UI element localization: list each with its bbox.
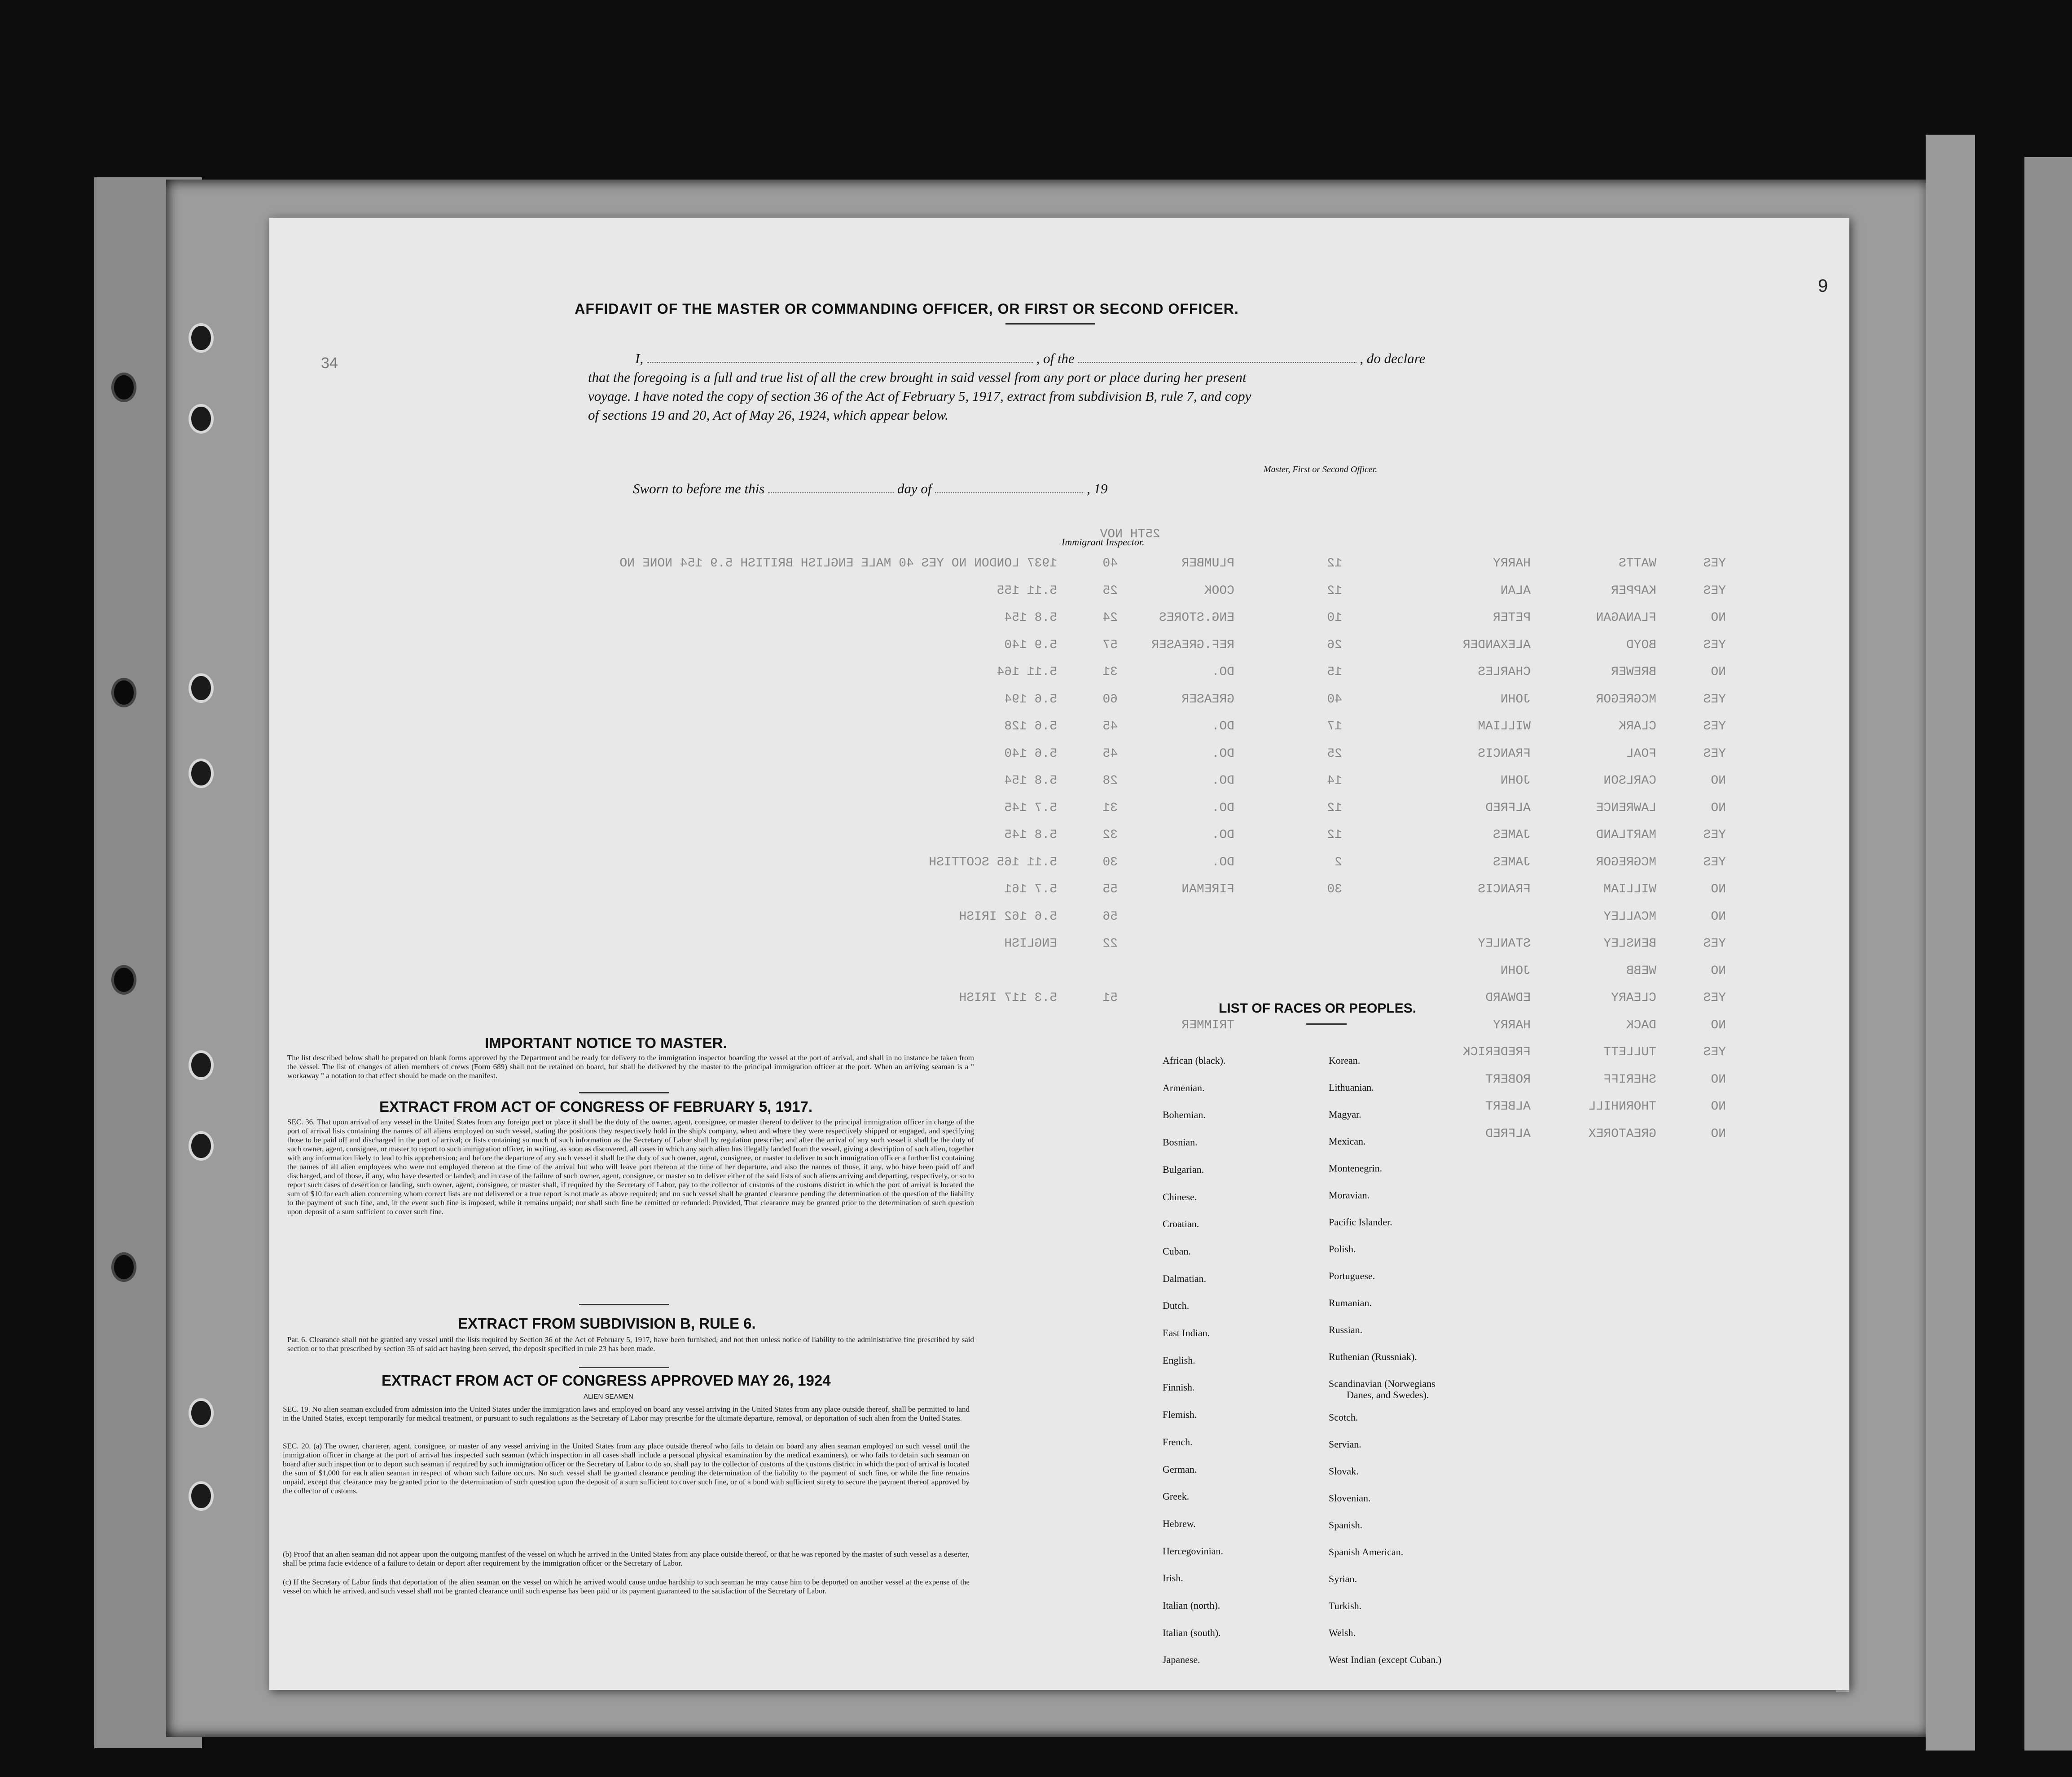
bleed-given-cell: STANLEY [1478,937,1531,951]
races-rule [1306,1023,1347,1025]
race-item: Spanish American. [1329,1546,1404,1558]
race-item: Magyar. [1329,1109,1361,1120]
bleed-surname-cell: BENSLEY [1603,937,1656,951]
bleed-extra-cell: 5.9 140 [1004,638,1057,652]
inspector-caption: Immigrant Inspector. [1062,536,1145,548]
bleed-surname-cell: SHERIFF [1603,1072,1656,1087]
bleed-extra-cell: 5.7 145 [1004,801,1057,815]
extract-1917-title: EXTRACT FROM ACT OF CONGRESS OF FEBRUARY 5, 1917. [379,1098,813,1115]
bleed-crew-row [269,856,1849,873]
bleed-answer-cell: NO [1711,909,1726,924]
affidavit-title: AFFIDAVIT OF THE MASTER OR COMMANDING OFFICER, OR FIRST OR SECOND OFFICER. [575,301,1239,317]
binder-hole-icon [189,1050,214,1080]
sworn-label: Sworn to before me this [633,481,765,496]
bleed-surname-cell: BOYD [1626,638,1656,652]
race-item: German. [1163,1463,1197,1475]
background-strip-right [1926,135,1975,1751]
bleed-given-cell: WILLIAM [1478,720,1531,733]
bleed-answer-cell: NO [1711,1100,1726,1114]
bleed-given-cell: FRANCIS [1478,746,1531,761]
bleed-crew-row [269,747,1849,765]
race-item: Hebrew. [1163,1518,1196,1529]
bleed-years-cell: 12 [1327,584,1342,598]
race-item: Bulgarian. [1163,1163,1204,1175]
bleed-crew-row [269,693,1849,711]
bleed-given-cell: FREDERICK [1462,1045,1531,1059]
race-item: French. [1163,1436,1193,1448]
extract-1917-rule [579,1304,669,1305]
binder-hole-icon [189,323,214,353]
race-item: Welsh. [1329,1627,1356,1638]
bleed-answer-cell: YES [1703,746,1726,761]
race-item: Italian (north). [1163,1600,1220,1611]
bleed-given-cell: ALFRED [1485,801,1531,815]
bleed-given-cell: ALFRED [1485,1127,1531,1141]
race-item: Pacific Islander. [1329,1216,1392,1228]
margin-mark-top-right: 9 [1818,276,1828,296]
bleed-years-cell: 2 [1335,855,1342,869]
binder-hole-icon [189,1481,214,1511]
bleed-surname-cell: TULLETT [1603,1045,1656,1059]
bleed-crew-row [269,720,1849,737]
bleed-rating-cell: DO. [1212,828,1234,842]
bleed-rating-cell: REF.GREASER [1151,638,1234,652]
bleed-answer-cell: NO [1711,774,1726,788]
race-item: Bohemian. [1163,1109,1206,1121]
bleed-rating-cell: DO. [1212,855,1234,869]
bleed-given-cell: JAMES [1493,855,1531,869]
bleed-extra-cell: ENGLISH [1004,937,1057,951]
bleed-years-cell: 15 [1327,665,1342,679]
background-strip-far-right [2024,157,2072,1751]
bleed-surname-cell: WEBB [1626,964,1656,978]
bleed-answer-cell: YES [1703,557,1726,570]
binder-hole-icon [111,373,136,402]
race-item: Italian (south). [1163,1627,1221,1638]
extract-1924-sec19: SEC. 19. No alien seaman excluded from admission into the United States under the immigration laws and employed on board any vessel arriving in the United States from any place outside thereof, shall be permitted to land in the United States, except temporarily for medical treatment, or pursuant to such regulations as the Secretary of Labor may prescribe for the ultimate departure, removal, or deportation of such alien from the United States. [283,1405,970,1422]
race-item: Polish. [1329,1243,1356,1255]
extract-1917-body: SEC. 36. That upon arrival of any vessel in the United States from any foreign port or place it shall be the duty of the owner, agent, consignee, or master thereof to deliver to the principal immigration officer in charge of the port of arrival lists containing the names of all aliens employed on such vessel, stating the positions they respectively hold in the ship's company, when and where they were respectively shipped or engaged, and specifying those to be paid off and discharged in the port of arrival; or lists containing so much of such information as the Secretary of Labor shall by regulation prescribe; and after the arrival of any such vessel it shall be the duty of such owner, agent, consignee, or master to report to such immigration officer, in writing, as soon as discovered, all cases in which any such alien has illegally landed from the vessel, giving a description of such alien, together with any information likely to lead to his apprehension; and before the departure of any such vessel it shall be the duty of such owner, agent, consignee, or master to deliver to such immigration officer a further list containing the names of all alien employees who were not employed thereon at the time of the arrival but who will leave port thereon at the time of her departure, and also the names of those, if any, who have been paid off and discharged, and of those, if any, who have deserted or landed; and in case of the failure of such owner, agent, consignee, or master so to deliver either of the said lists of such aliens arriving and departing, respectively, or so to report such cases of desertion or landing, such owner, agent, consignee, or master shall, if required by the Secretary of Labor, pay to the collector of customs of the customs district in which the port of arrival is located the sum of $10 for each alien concerning whom correct lists are not delivered or a true report is not made as above required; and no such vessel shall be granted clearance pending the determination of the question of the liability to the payment of such fine, and, in the event such fine is imposed, while it remains unpaid; nor shall such fine be remitted or refunded: Provided, That clearance may be granted prior to the determination of such question upon deposit of a sum sufficient to cover such fine. [287,1118,974,1216]
bleed-answer-cell: YES [1703,1045,1726,1059]
bleed-answer-cell: NO [1711,665,1726,679]
sworn-day-of-label: day of [897,481,932,496]
bleed-crew-row [269,638,1849,656]
crew-list-page [269,218,1849,1690]
bleed-surname-cell: THORNHILL [1588,1100,1656,1114]
race-item: Scandinavian (Norwegians [1329,1378,1435,1389]
race-item: Cuban. [1163,1245,1191,1257]
race-item: Flemish. [1163,1409,1197,1421]
race-item: Slovak. [1329,1465,1359,1477]
bleed-extra-cell: 5.7 161 [1004,882,1057,896]
affidavit-line-1 [635,351,1425,367]
binder-hole-icon [189,1398,214,1428]
race-item: Spanish. [1329,1519,1363,1531]
bleed-crew-row [269,910,1849,928]
bleed-surname-cell: FOAL [1626,746,1656,761]
bleed-crew-row [269,557,1849,575]
bleed-surname-cell: WATTS [1618,557,1656,570]
extract-1924-subtitle: ALIEN SEAMEN [584,1393,633,1400]
bleed-years-cell: 12 [1327,557,1342,570]
bleed-date-stamp: 25TH NOV [1100,527,1160,541]
bleed-years-cell: 12 [1327,828,1342,842]
bleed-years-cell: 25 [1327,746,1342,761]
bleed-age-cell: 55 [1102,882,1118,896]
bleed-answer-cell: NO [1711,964,1726,978]
bleed-surname-cell: DACK [1626,1018,1656,1032]
race-item: Japanese. [1163,1654,1200,1666]
bleed-surname-cell: LAWRENCE [1596,801,1656,815]
bleed-age-cell: 28 [1102,774,1118,788]
sworn-year-label: , 19 [1086,481,1108,496]
bleed-answer-cell: NO [1711,1127,1726,1141]
bleed-rating-cell: DO. [1212,746,1234,761]
bleed-rating-cell: DO. [1212,720,1234,733]
sworn-line [633,481,1107,497]
bleed-given-cell: FRANCIS [1478,882,1531,896]
bleed-extra-cell: 5.8 145 [1004,828,1057,842]
bleed-surname-cell: MARTLAND [1596,828,1656,842]
extract-1924-sec20: SEC. 20. (a) The owner, charterer, agent, consignee, or master of any vessel arriving in the United States from any place outside thereof who fails to detain on board any alien seaman employed on such vessel until the immigration officer in charge at the port of arrival has inspected such seaman (which inspection in all cases shall include a personal physical examination by the medical examiners), or who fails to detain such seaman on board after such inspection or to deport such seaman if required by such immigration officer or the Secretary of Labor to do so, shall pay to the collector of customs of the customs district in which the port of arrival is located the sum of $1,000 for each alien seaman in respect of whom such failure occurs. No such vessel shall be granted clearance pending the determination of the liability to the payment of such fine, or while the fine remains unpaid, except that clearance may be granted prior to the determination of such question upon the deposit of a sum sufficient to cover such fine, or of a bond with sufficient surety to secure the payment thereof approved by the collector of customs. [283,1442,970,1495]
bleed-rating-cell: DO. [1212,801,1234,815]
binder-hole-icon [189,1131,214,1161]
bleed-given-cell: EDWARD [1485,991,1531,1005]
binder-hole-icon [111,678,136,707]
race-item: African (black). [1163,1055,1226,1066]
margin-mark-left: 34 [321,355,338,372]
bleed-years-cell: 40 [1327,692,1342,706]
bleed-surname-cell: CLARK [1618,720,1656,733]
race-item: English. [1163,1354,1195,1366]
affidavit-i-label: I, [635,351,644,366]
bleed-surname-cell: KAPPER [1611,584,1656,598]
bleed-age-cell: 45 [1102,720,1118,733]
bleed-rating-cell: COOK [1204,584,1234,598]
bleed-years-cell: 17 [1327,720,1342,733]
race-item: Rumanian. [1329,1297,1372,1308]
sworn-day-field[interactable] [768,492,894,493]
bleed-age-cell: 24 [1102,611,1118,625]
bleed-crew-row [269,991,1849,1009]
race-item: Slovenian. [1329,1492,1371,1504]
bleed-given-cell: CHARLES [1478,665,1531,679]
bleed-extra-cell: 5.11 164 [996,665,1057,679]
race-item: Montenegrin. [1329,1163,1383,1174]
bleed-surname-cell: MCALLEY [1603,909,1656,924]
bleed-crew-row [269,665,1849,683]
bleed-answer-cell: NO [1711,882,1726,896]
bleed-extra-cell: 5.6 194 [1004,692,1057,706]
bleed-answer-cell: YES [1703,937,1726,951]
bleed-extra-cell: 5.8 154 [1004,774,1057,788]
bleed-surname-cell: BREWER [1611,665,1656,679]
bleed-rating-cell: ENG.STORES [1159,611,1234,625]
bleed-crew-row [269,584,1849,602]
race-item: Croatian. [1163,1218,1199,1230]
bleed-given-cell: JOHN [1500,692,1531,706]
bleed-years-cell: 10 [1327,611,1342,625]
binder-hole-icon [111,965,136,995]
race-item: Chinese. [1163,1191,1197,1202]
bleed-given-cell: HARRY [1493,1018,1531,1032]
notice-title: IMPORTANT NOTICE TO MASTER. [485,1035,727,1051]
signature-caption: Master, First or Second Officer. [1264,465,1378,474]
extract-rule6-title: EXTRACT FROM SUBDIVISION B, RULE 6. [458,1315,756,1332]
bleed-surname-cell: GREATOREX [1588,1127,1656,1141]
affidavit-of-the-label: , of the [1036,351,1075,366]
bleed-given-cell: JOHN [1500,774,1531,788]
binder-hole-icon [189,673,214,703]
bleed-given-cell: JOHN [1500,964,1531,978]
bleed-answer-cell: YES [1703,638,1726,652]
bleed-age-cell: 56 [1102,909,1118,924]
bleed-given-cell: HARRY [1493,557,1531,570]
extract-1924-c: (c) If the Secretary of Labor finds that deportation of the alien seaman on the vessel on which he arrived would cause undue hardship to such seaman he may cause him to be deported on another vessel at the expense of the vessel on which he arrived, and such vessel shall not be granted clearance until such expense has been paid or its payment guaranteed to the satisfaction of the Secretary of Labor. [283,1578,970,1595]
bleed-answer-cell: YES [1703,692,1726,706]
race-item: Greek. [1163,1491,1190,1502]
bleed-extra-cell: 5.8 154 [1004,611,1057,625]
race-item: Dalmatian. [1163,1272,1207,1284]
bleed-rating-cell: DO. [1212,774,1234,788]
bleed-years-cell: 12 [1327,801,1342,815]
bleed-answer-cell: NO [1711,801,1726,815]
race-item: Danes, and Swedes). [1347,1389,1429,1400]
notice-rule [579,1092,669,1093]
race-item: Syrian. [1329,1573,1357,1584]
race-item: Ruthenian (Russniak). [1329,1351,1417,1362]
bleed-given-cell: ROBERT [1485,1072,1531,1087]
bleed-crew-row [269,1018,1849,1036]
bleed-surname-cell: FLANAGAN [1596,611,1656,625]
bleed-surname-cell: CARLSON [1603,774,1656,788]
bleed-answer-cell: NO [1711,611,1726,625]
bleed-age-cell: 31 [1102,665,1118,679]
race-item: Servian. [1329,1439,1361,1450]
bleed-given-cell: ALAN [1500,584,1531,598]
race-item: Irish. [1163,1572,1183,1584]
bleed-surname-cell: MCGREGOR [1596,855,1656,869]
race-item: Lithuanian. [1329,1082,1374,1093]
bleed-years-cell: 14 [1327,774,1342,788]
bleed-rating-cell: GREASER [1181,692,1234,706]
bleed-given-cell: ALBERT [1485,1100,1531,1114]
bleed-age-cell: 57 [1102,638,1118,652]
race-item: Portuguese. [1329,1270,1375,1281]
affidavit-line-2: that the foregoing is a full and true list of all the crew brought in said vessel from any port or place during her present [588,369,1247,385]
binder-hole-icon [189,404,214,434]
bleed-age-cell: 32 [1102,828,1118,842]
bleed-rating-cell: TRIMMER [1181,1018,1234,1032]
race-item: Hercegovinian. [1163,1545,1223,1557]
bleed-age-cell: 51 [1102,991,1118,1005]
sworn-month-field[interactable] [935,492,1083,493]
bleed-answer-cell: YES [1703,991,1726,1005]
bleed-crew-row [269,937,1849,955]
binder-hole-icon [189,759,214,788]
affidavit-line-4: of sections 19 and 20, Act of May 26, 1924, which appear below. [588,407,949,423]
bleed-given-cell: ALEXANDER [1462,638,1531,652]
races-title: LIST OF RACES OR PEOPLES. [1219,1001,1417,1016]
bleed-extra-cell: 1937 LONDON NO YES 40 MALE ENGLISH BRITISH 5.9 154 NONE NO [619,557,1057,570]
bleed-answer-cell: YES [1703,584,1726,598]
race-item: Turkish. [1329,1600,1362,1611]
affidavit-title-rule [1005,323,1095,325]
bleed-extra-cell: 5.6 162 IRISH [959,909,1057,924]
bleed-surname-cell: CLEARY [1611,991,1656,1005]
race-item: Finnish. [1163,1382,1195,1393]
bleed-age-cell: 22 [1102,937,1118,951]
bleed-given-cell: JAMES [1493,828,1531,842]
race-item: Armenian. [1163,1082,1205,1093]
extract-rule6-body: Par. 6. Clearance shall not be granted any vessel until the lists required by Section 36 of the Act of February 5, 1917, have been furnished, and not then unless notice of liability to the administrative fine prescribed by said section or to that prescribed by section 35 of said act having been served, the deposit specified in rule 23 has been made. [287,1335,974,1353]
bleed-answer-cell: YES [1703,828,1726,842]
bleed-extra-cell: 5.11 165 SCOTTISH [929,855,1057,869]
race-item: Russian. [1329,1324,1363,1335]
extract-1924-title: EXTRACT FROM ACT OF CONGRESS APPROVED MAY 26, 1924 [382,1372,831,1389]
bleed-crew-row [269,882,1849,900]
bleed-extra-cell: 5.3 117 IRISH [959,991,1057,1005]
bleed-crew-row [269,774,1849,792]
race-item: East Indian. [1163,1327,1210,1338]
race-item: Bosnian. [1163,1136,1198,1148]
bleed-surname-cell: MCGREGOR [1596,692,1656,706]
bleed-age-cell: 25 [1102,584,1118,598]
bleed-answer-cell: NO [1711,1072,1726,1087]
bleed-rating-cell: PLUMBER [1181,557,1234,570]
bleed-answer-cell: YES [1703,855,1726,869]
vessel-name-field[interactable] [1078,362,1356,363]
bleed-age-cell: 40 [1102,557,1118,570]
bleed-crew-row [269,801,1849,819]
affidavit-line-3: voyage. I have noted the copy of section 36 of the Act of February 5, 1917, extract from subdivision B, rule 7, and copy [588,388,1251,404]
binder-hole-icon [111,1252,136,1282]
bleed-rating-cell: DO. [1212,665,1234,679]
race-item: Dutch. [1163,1300,1190,1312]
bleed-answer-cell: NO [1711,1018,1726,1032]
bleed-age-cell: 45 [1102,746,1118,761]
bleed-years-cell: 26 [1327,638,1342,652]
bleed-years-cell: 30 [1327,882,1342,896]
bleed-crew-row [269,964,1849,982]
race-item: Mexican. [1329,1136,1366,1147]
bleed-extra-cell: 5.11 155 [996,584,1057,598]
bleed-age-cell: 60 [1102,692,1118,706]
bleed-answer-cell: YES [1703,720,1726,733]
bleed-crew-row [269,611,1849,629]
bleed-extra-cell: 5.6 140 [1004,746,1057,761]
extract-rule6-rule [579,1367,669,1368]
bleed-extra-cell: 5.6 128 [1004,720,1057,733]
bleed-given-cell: PETER [1493,611,1531,625]
notice-body: The list described below shall be prepared on blank forms approved by the Department and be ready for delivery to the immigration inspector boarding the vessel at the port of arrival, and shall in no instance be taken from the vessel. The list of changes of alien members of crews (Form 689) shall not be retained on board, but shall be delivered by the master to the principal immigration officer at the port. When an arriving seaman is a " workaway " a notation to that effect should be made on the manifest. [287,1053,974,1080]
bleed-age-cell: 31 [1102,801,1118,815]
race-item: Korean. [1329,1055,1361,1066]
extract-1924-b: (b) Proof that an alien seaman did not appear upon the outgoing manifest of the vessel on which he arrived in the United States from any place outside thereof, or that he was reported by the master of such vessel as a deserter, shall be prima facie evidence of a failure to detain or deport after requirement by the immigration officer or the Secretary of Labor. [283,1550,970,1567]
race-item: Scotch. [1329,1412,1358,1423]
affidavit-declare-label: , do declare [1360,351,1426,366]
bleed-rating-cell: FIREMAN [1181,882,1234,896]
bleed-crew-row [269,828,1849,846]
bleed-age-cell: 30 [1102,855,1118,869]
bleed-surname-cell: WILLIAM [1603,882,1656,896]
race-item: West Indian (except Cuban.) [1329,1654,1442,1665]
race-item: Moravian. [1329,1189,1370,1201]
master-name-field[interactable] [647,362,1033,363]
